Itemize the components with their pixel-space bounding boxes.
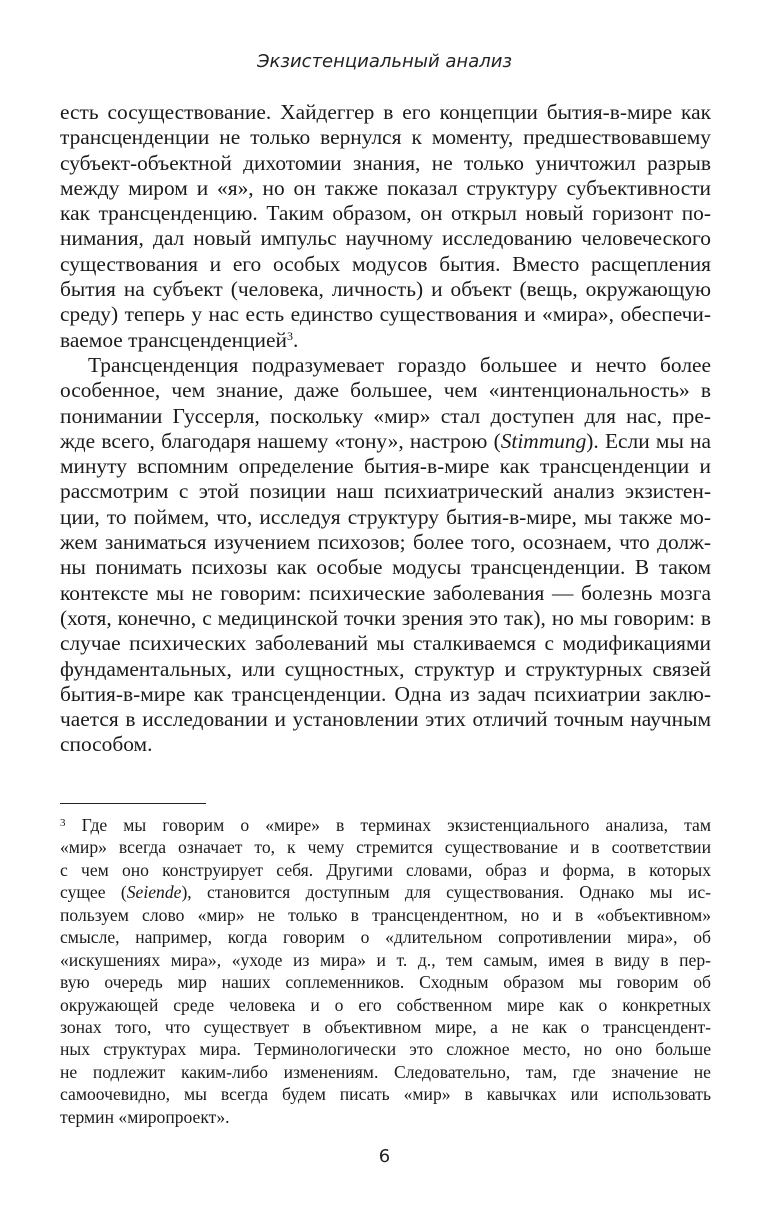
text-line: существования и его особых модусов бытия. Вместо расщепления xyxy=(60,251,711,276)
text-fragment: жде всего, благодаря нашему «тону», настрою ( xyxy=(60,428,501,453)
text-line xyxy=(60,429,711,454)
text-line: способом. xyxy=(60,732,153,757)
text-line: ции, то поймем, что, исследуя структуру бытия-в-мире, мы также мо- xyxy=(60,504,711,529)
footnote-line: смысле, например, когда говорим о «длительном сопротивлении мира», об xyxy=(60,927,711,948)
footnote-line: зонах того, что существует в объективном мире, а не как о трансцендент- xyxy=(60,1016,711,1037)
text-fragment: ), становится доступным для существования. Однако мы ис- xyxy=(181,882,711,903)
text-fragment: сущее ( xyxy=(60,882,127,903)
text-line: среду) теперь у нас есть единство существования и «мира», обеспечи- xyxy=(60,302,711,327)
text-line: фундаментальных, или сущностных, структур и структурных связей xyxy=(60,656,711,681)
text-line: есть сосуществование. Хайдеггер в его концепции бытия-в-мире как xyxy=(60,100,711,124)
footnote-line xyxy=(60,814,711,836)
main-text xyxy=(60,100,711,758)
text-line: как трансценденцию. Таким образом, он открыл новый горизонт по- xyxy=(60,201,711,226)
text-line: ны понимать психозы как особые модусы трансценденции. В таком xyxy=(60,555,711,580)
footnote-line: термин «миропроект». xyxy=(60,1106,230,1127)
footnote-line: «мир» всегда означает то, к чему стремится существование и в соответствии xyxy=(60,837,711,858)
footnote-mark: 3 xyxy=(60,817,66,829)
footnote xyxy=(60,814,711,1128)
footnote-line: с чем оно конструирует себя. Другими словами, образ и форма, в которых xyxy=(60,859,711,880)
running-title: Экзистенциальный анализ xyxy=(256,51,513,72)
text-line: жем заниматься изучением психозов; более того, осознаем, что долж- xyxy=(60,530,711,555)
text-line: бытия-в-мире как трансценденции. Одна из задач психиатрии заклю- xyxy=(60,681,711,706)
text-line: трансценденции не только вернулся к моменту, предшествовавшему xyxy=(60,125,711,150)
text-line: между миром и «я», но он также показал структуру субъективности xyxy=(60,175,711,200)
footnote-line: пользуем слово «мир» не только в трансцендентном, но и в «объективном» xyxy=(60,904,711,925)
footnote-line: окружающей среде человека и о его собственном мире как о конкретных xyxy=(60,994,711,1015)
foreign-term: Seiende xyxy=(126,882,182,903)
text-line: понимании Гуссерля, поскольку «мир» стал доступен для нас, пре- xyxy=(60,403,711,428)
text-fragment: ). Если мы на xyxy=(586,428,711,453)
text-line: контексте мы не говорим: психические заболевания — болезнь мозга xyxy=(60,580,711,605)
text-line: бытия на субъект (человека, личность) и объект (вещь, окружающую xyxy=(60,277,711,302)
foreign-term: Stimmung xyxy=(500,428,587,453)
text-line: (хотя, конечно, с медицинской точки зрения это так), но мы говорим: в xyxy=(60,605,711,630)
footnote-line: самоочевидно, мы всегда будем писать «мир» в кавычках или использовать xyxy=(60,1084,711,1105)
text-line: случае психических заболеваний мы сталкиваемся с модификациями xyxy=(60,631,711,656)
footnote-line: ных структурах мира. Терминологически это сложное место, но оно больше xyxy=(60,1039,711,1060)
footnote-line: «искушениях мира», «уходе из мира» и т. д., тем самым, имея в виду в пер- xyxy=(60,949,711,970)
footnote-line xyxy=(60,881,711,903)
footnote-line: не подлежит каким-либо изменениям. Следовательно, там, где значение не xyxy=(60,1061,711,1082)
text-line: минуту вспомним определение бытия-в-мире как трансценденции и xyxy=(60,454,711,479)
text-fragment: ваемое трансценденцией xyxy=(60,327,287,352)
footnote-divider xyxy=(60,803,206,804)
page-number: 6 xyxy=(378,1146,391,1167)
text-line: Трансценденция подразумевает гораздо большее и нечто более xyxy=(88,352,711,377)
text-line: субъект-объектной дихотомии знания, не только уничтожил разрыв xyxy=(60,150,711,175)
text-line: нимания, дал новый импульс научному исследованию человеческого xyxy=(60,226,711,251)
text-line: особенное, чем знание, даже большее, чем «интенциональность» в xyxy=(60,378,711,403)
text-fragment: . xyxy=(292,327,299,352)
text-fragment: Где мы говорим о «мире» в терминах экзистенциального анализа, там xyxy=(81,815,711,835)
text-line: рассмотрим с этой позиции наш психиатрический анализ экзистен- xyxy=(60,479,711,504)
text-line: чается в исследовании и установлении этих отличий точным научным xyxy=(60,707,711,732)
text-line xyxy=(60,328,711,353)
footnote-reference: 3 xyxy=(286,328,293,343)
footnote-line: вую очередь мир наших соплеменников. Сходным образом мы говорим об xyxy=(60,972,711,993)
